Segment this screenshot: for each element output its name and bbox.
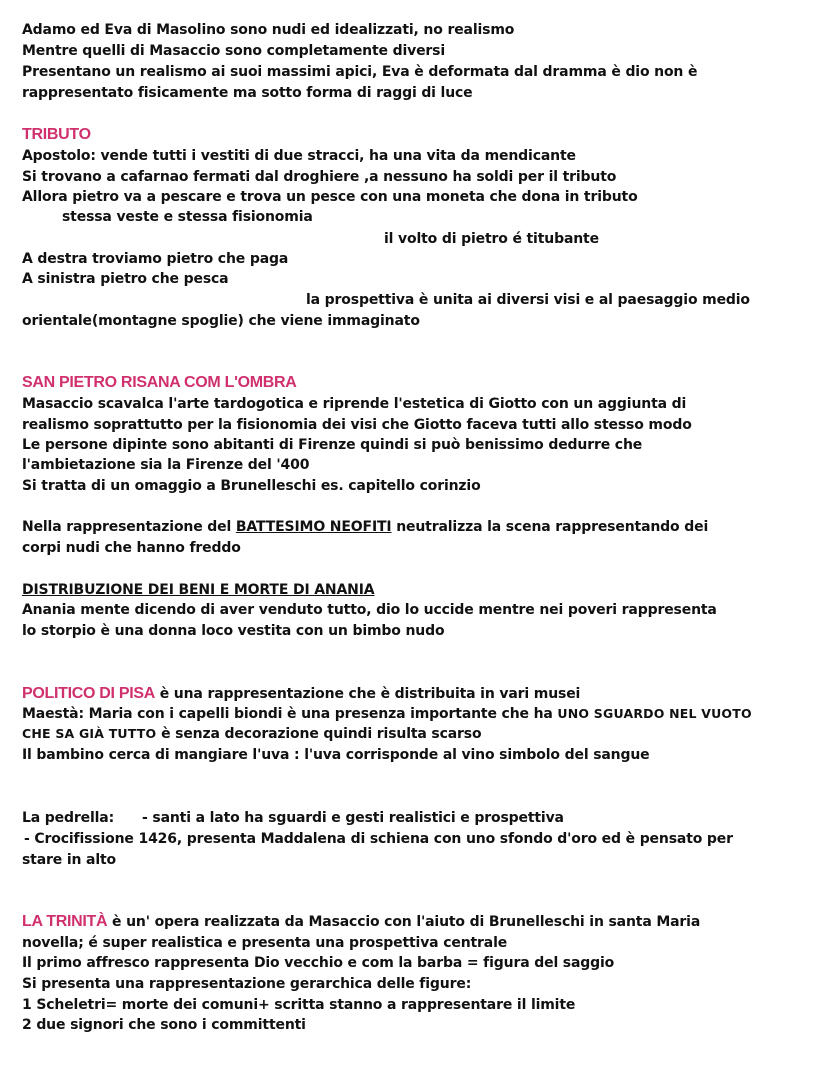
polittico-line-4: Il bambino cerca di mangiare l'uva : l'uva corrisponde al vino simbolo del sangue <box>22 747 650 763</box>
san-pietro-line: Si tratta di un omaggio a Brunelleschi es. capitello corinzio <box>22 478 481 494</box>
tributo-line: Allora pietro va a pescare e trova un pesce con una moneta che dona in tributo <box>22 189 638 205</box>
polittico-heading-line <box>22 684 580 704</box>
battesimo-line <box>22 517 708 537</box>
tributo-note: la prospettiva è unita ai diversi visi e al paesaggio medio <box>306 292 750 308</box>
pedrella-label: La pedrella: <box>22 810 115 826</box>
pedrella-item-cont: stare in alto <box>22 852 116 868</box>
distribuzione-line: Anania mente dicendo di aver venduto tutto, dio lo uccide mentre nei poveri rappresenta <box>22 602 717 618</box>
polittico-caps: CHE SA GIÀ TUTTO <box>22 726 157 741</box>
san-pietro-line: Masaccio scavalca l'arte tardogotica e riprende l'estetica di Giotto con un aggiunta di <box>22 396 687 412</box>
tributo-line: A sinistra pietro che pesca <box>22 271 229 287</box>
tributo-note: il volto di pietro é titubante <box>384 231 599 247</box>
section-heading-polittico: POLITICO DI PISA <box>22 685 155 702</box>
tributo-line: A destra troviamo pietro che paga <box>22 251 289 267</box>
section-heading-distribuzione: DISTRIBUZIONE DEI BENI E MORTE DI ANANIA <box>22 582 375 598</box>
intro-line: Adamo ed Eva di Masolino sono nudi ed idealizzati, no realismo <box>22 22 515 38</box>
polittico-line-3 <box>22 724 481 744</box>
san-pietro-line: realismo soprattutto per la fisionomia dei visi che Giotto faceva tutti allo stesso modo <box>22 417 692 433</box>
section-heading-trinita: LA TRINITÀ <box>22 913 108 930</box>
trinita-line: Si presenta una rappresentazione gerarchica delle figure: <box>22 976 472 992</box>
battesimo-term: BATTESIMO NEOFITI <box>235 519 392 535</box>
battesimo-suffix: neutralizza la scena rappresentando dei <box>391 519 709 535</box>
battesimo-prefix: Nella rappresentazione del <box>22 519 236 535</box>
pedrella-item: - Crocifissione 1426, presenta Maddalena di schiena con uno sfondo d'oro ed è pensato per <box>24 831 733 847</box>
intro-line: Presentano un realismo ai suoi massimi apici, Eva è deformata dal dramma è dio non è <box>22 64 698 80</box>
section-heading-tributo: TRIBUTO <box>22 126 91 143</box>
trinita-heading-line <box>22 912 700 932</box>
intro-line: rappresentato fisicamente ma sotto forma di raggi di luce <box>22 85 473 101</box>
maesta-caps: UNO SGUARDO NEL VUOTO <box>557 706 752 721</box>
san-pietro-line: l'ambietazione sia la Firenze del '400 <box>22 457 310 473</box>
polittico-maesta-line <box>22 704 752 724</box>
tributo-line: Apostolo: vende tutti i vestiti di due stracci, ha una vita da mendicante <box>22 148 576 164</box>
trinita-line: 1 Scheletri= morte dei comuni+ scritta stanno a rappresentare il limite <box>22 997 576 1013</box>
trinita-line: 2 due signori che sono i committenti <box>22 1017 306 1033</box>
polittico-line-3-rest: è senza decorazione quindi risulta scarso <box>156 726 482 742</box>
tributo-line: Si trovano a cafarnao fermati dal droghiere ,a nessuno ha soldi per il tributo <box>22 169 617 185</box>
tributo-line: orientale(montagne spoglie) che viene immaginato <box>22 313 420 329</box>
maesta-prefix: Maestà: Maria con i capelli biondi è una presenza importante che ha <box>22 706 558 722</box>
battesimo-line-2: corpi nudi che hanno freddo <box>22 540 241 556</box>
trinita-line: novella; é super realistica e presenta una prospettiva centrale <box>22 935 508 951</box>
polittico-heading-suffix: è una rappresentazione che è distribuita in vari musei <box>155 686 581 702</box>
trinita-heading-suffix: è un' opera realizzata da Masaccio con l'aiuto di Brunelleschi in santa Maria <box>107 914 701 930</box>
intro-line: Mentre quelli di Masaccio sono completamente diversi <box>22 43 446 59</box>
section-heading-san-pietro: SAN PIETRO RISANA COM L'OMBRA <box>22 374 297 391</box>
distribuzione-line: lo storpio è una donna loco vestita con un bimbo nudo <box>22 623 445 639</box>
pedrella-item: - santi a lato ha sguardi e gesti realistici e prospettiva <box>142 810 564 826</box>
tributo-line-indented: stessa veste e stessa fisionomia <box>62 209 313 225</box>
trinita-line: Il primo affresco rappresenta Dio vecchio e com la barba = figura del saggio <box>22 955 615 971</box>
san-pietro-line: Le persone dipinte sono abitanti di Firenze quindi si può benissimo dedurre che <box>22 437 643 453</box>
